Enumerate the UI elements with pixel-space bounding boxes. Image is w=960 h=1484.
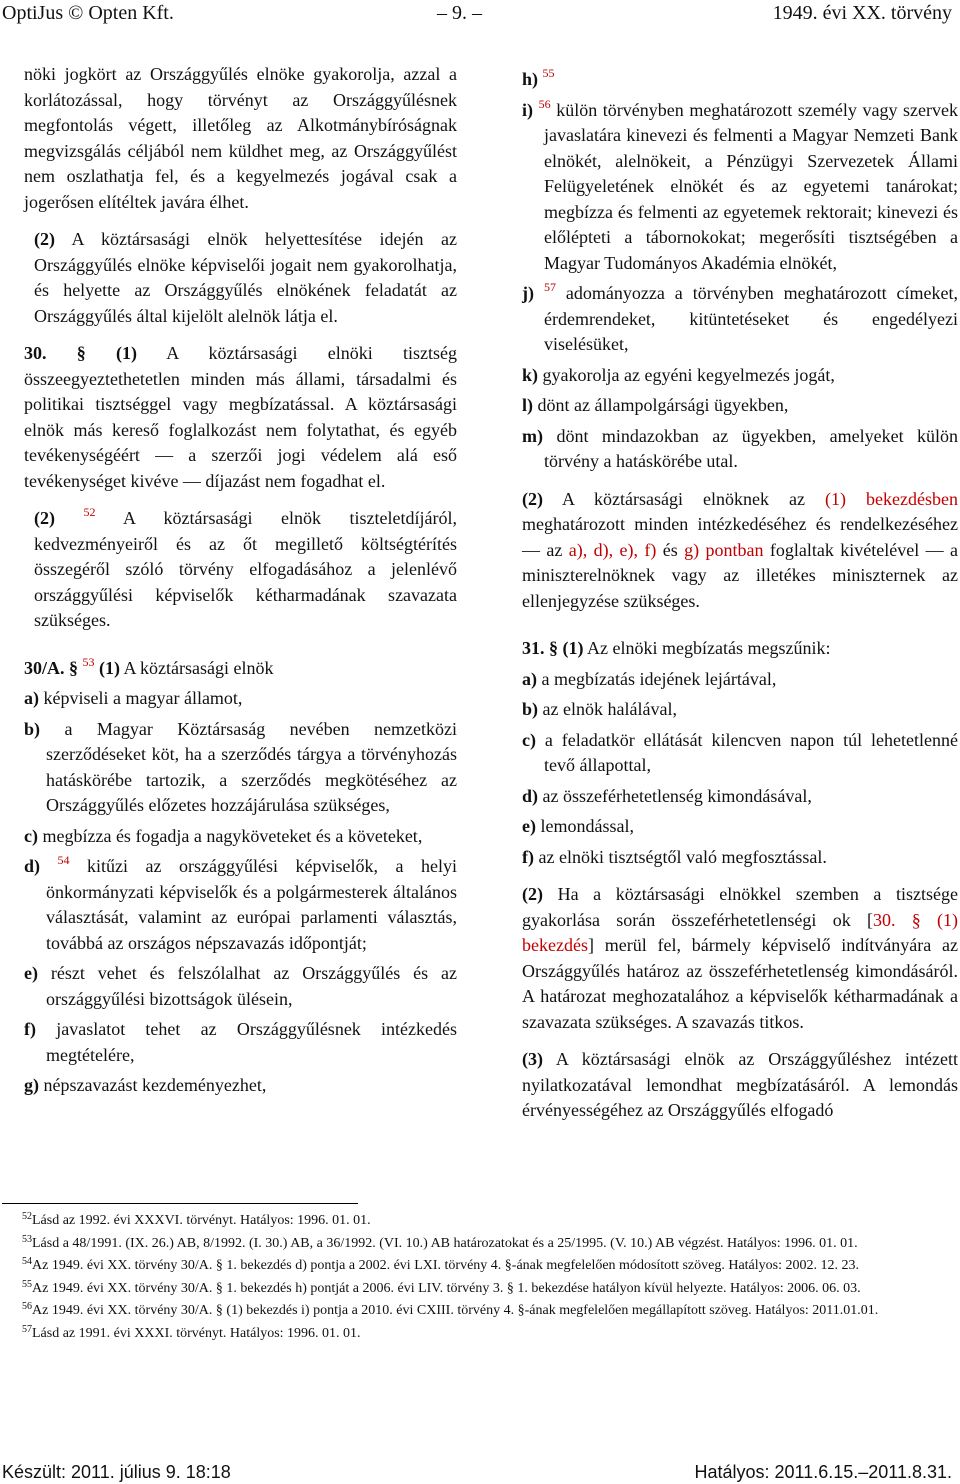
paragraph-text: Az elnöki megbízatás megszűnik: [587, 638, 831, 658]
paragraph-text: A köztársasági elnök [123, 657, 274, 678]
section-30-p2 [24, 506, 457, 634]
header-publisher: OptiJus © Opten Kft. [2, 2, 174, 24]
list-item [24, 1017, 457, 1068]
section-sign: § [549, 638, 558, 658]
item-text: lemondással, [540, 816, 634, 836]
footnote-number: 54 [22, 1256, 32, 1267]
section-30a-intro [24, 656, 457, 682]
item-text: részt vehet és felszólalhat az Országgyűlés és az országgyűlési bizottságok ülésein, [46, 963, 458, 1009]
footnote-ref-52[interactable]: 52 [83, 505, 96, 519]
item-text: képviseli a magyar államot, [43, 688, 243, 708]
footnote-number: 57 [22, 1323, 32, 1335]
list-item [522, 363, 958, 389]
list-item [24, 961, 457, 1012]
paragraph-label: (2) [522, 884, 543, 904]
item-label: j) [522, 283, 534, 303]
item-text: a megbízatás idejének lejártával, [541, 668, 777, 689]
internal-link[interactable]: (1) bekezdésben [825, 488, 958, 509]
left-column [24, 62, 457, 1099]
item-label: a) [24, 688, 39, 708]
paragraph-label: (1) [116, 343, 138, 363]
internal-link[interactable]: g) pontban [684, 539, 764, 560]
list-item [522, 98, 958, 277]
footnote-number: 56 [22, 1301, 32, 1312]
footnote-text: Az 1949. évi XX. törvény 30/A. § 1. bekezdés h) pontját a 2006. évi LIV. törvény 3. § 1. bekezdése hatályon kívül helyezte. Hatályos: 2006. 06. 03. [32, 1280, 861, 1296]
paragraph-text: ] merül fel, bármely képviselő indítványára az Országgyűlés határoz az összeférhetetlenség kimondásáról. A határozat meghozatalához a képviselők kétharmadának a szavazata szükséges. A szavazás titkos. [522, 935, 958, 1032]
list-item [24, 854, 457, 956]
footnote-ref-56[interactable]: 56 [538, 96, 551, 111]
paragraph-text: és [662, 539, 678, 560]
item-label: e) [24, 963, 38, 983]
internal-link[interactable]: a), d), e), f) [568, 539, 657, 560]
item-label: a) [522, 668, 537, 689]
footnote-text: Lásd az 1991. évi XXXI. törvényt. Hatályos: 1996. 01. 01. [32, 1325, 361, 1341]
item-label: m) [522, 425, 543, 446]
list-item [522, 393, 958, 419]
item-label: k) [522, 364, 539, 385]
list-item [522, 281, 958, 358]
list-item [522, 845, 958, 871]
section-30a-p2 [522, 487, 958, 615]
footnote [2, 1325, 956, 1344]
paragraph-text: A köztársasági elnöknek az [562, 488, 806, 509]
section-30a-items [24, 686, 457, 1099]
item-text: kitűzi az országgyűlési képviselők, a helyi önkormányzati képviselők és a polgármesterek általános választását, valamint az európai parlamenti választás, továbbá az országos népszavazás időpontját; [46, 856, 458, 953]
footnote [2, 1212, 956, 1231]
item-text: adományozza a törvényben meghatározott címeket, érdemrendeket, kitüntetéseket és engedélyezi viselésüket, [544, 283, 959, 354]
section-31-p2 [522, 882, 958, 1035]
header-page-number: – 9. – [437, 2, 482, 24]
page-footer [2, 1462, 952, 1484]
footnote-ref-55[interactable]: 55 [542, 66, 555, 80]
footnote-number: 55 [22, 1278, 32, 1290]
list-item [522, 667, 958, 693]
item-label: h) [522, 69, 539, 89]
item-label: d) [522, 785, 539, 806]
section-31-intro [522, 636, 958, 662]
footnote-text: Az 1949. évi XX. törvény 30/A. § 1. bekezdés d) pontja a 2002. évi LXI. törvény 4. §-ának megfelelően módosított szöveg. Hatályos: 2002. 12. 23. [32, 1258, 859, 1273]
section-sign: § [69, 657, 78, 678]
footnote-text: Lásd a 48/1991. (IX. 26.) AB, 8/1992. (I. 30.) AB, a 36/1992. (VI. 10.) AB határozatokat és a 25/1995. (V. 10.) AB végzést. Hatályos: 1996. 01. 01. [32, 1235, 858, 1251]
footnote-text: Az 1949. évi XX. törvény 30/A. § (1) bekezdés i) pontja a 2010. évi CXIII. törvény 4. §-ának megfelelően megállapított szöveg. Hatályos: 2011.01.01. [32, 1303, 879, 1318]
list-item [24, 1073, 457, 1099]
section-number: 30. [24, 343, 47, 363]
item-text: külön törvényben meghatározott személy vagy szervek javaslatára kinevezi és felmenti a Magyar Nemzeti Bank elnökét, alelnökeit, a Pénzügyi Szervezetek Állami Felügyeletének elnökét és az egyetemi tanárokat; megbízza és felmenti az egyetemek rektorait; kinevezi és előlépteti a tábornokokat; megerősíti tisztségében a Magyar Tudományos Akadémia elnökét, [544, 99, 958, 273]
paragraph-2 [24, 227, 457, 329]
footer-created: Készült: 2011. július 9. 18:18 [2, 1462, 231, 1482]
item-text: dönt mindazokban az ügyekben, amelyeket külön törvény a hatáskörébe utal. [544, 425, 959, 471]
header-law-title: 1949. évi XX. törvény [772, 2, 952, 24]
paragraph-label: (3) [522, 1049, 543, 1069]
paragraph-label: (1) [99, 657, 120, 678]
item-label: b) [522, 699, 539, 719]
section-30-p1 [24, 341, 457, 494]
paragraph-label: (1) [562, 638, 584, 658]
section-31-items [522, 667, 958, 871]
list-item [522, 697, 958, 723]
footnote [2, 1257, 956, 1276]
footnote-number: 52 [22, 1211, 32, 1222]
footnote [2, 1235, 956, 1254]
footnote [2, 1302, 956, 1321]
section-number: 30/A. [24, 657, 65, 678]
page-header [2, 2, 952, 24]
footnote-rule [2, 1203, 358, 1204]
paragraph-text: meghatározott minden intézkedéséhez és rendelkezéséhez — az [522, 514, 958, 560]
footnote-ref-57[interactable]: 57 [543, 280, 556, 294]
item-text: az elnöki tisztségtől való megfosztással. [538, 846, 827, 867]
item-label: f) [522, 846, 534, 867]
internal-link[interactable]: 30. § (1) bekezdés [522, 909, 958, 955]
list-item [24, 686, 457, 712]
list-item [522, 784, 958, 810]
list-item [522, 424, 958, 475]
item-text: népszavazást kezdeményezhet, [43, 1075, 267, 1095]
paragraph-text: A köztársasági elnök tiszteletdíjáról, kedvezményeiről és az őt megillető költségtérítés összegéről szóló törvény elfogadásához a jelenlévő országgyűlési képviselők kétharmadának szavazata szükséges. [34, 508, 457, 630]
item-label: c) [24, 825, 38, 846]
item-text: a Magyar Köztársaság nevében nemzetközi szerződéseket köt, ha a szerződés tárgya a törvényhozás hatáskörébe tartozik, a szerződés megkötéséhez az Országgyűlés előzetes hozzájárulása szükséges, [46, 718, 458, 815]
item-text: az elnök halálával, [542, 699, 677, 719]
item-label: i) [522, 99, 533, 120]
footnote-list [2, 1212, 956, 1343]
list-item [522, 728, 958, 779]
list-item [24, 717, 457, 819]
item-label: c) [522, 729, 536, 750]
list-item [522, 814, 958, 840]
section-31-p3 [522, 1047, 958, 1124]
paragraph-label: (2) [34, 508, 55, 528]
footnotes [2, 1212, 956, 1347]
paragraph-text: A köztársasági elnök az Országgyűléshez intézett nyilatkozatával lemondhat megbízatásáról. A lemondás érvényességéhez az Országgyűlés elfogadó [522, 1049, 959, 1120]
item-text: javaslatot tehet az Országgyűlésnek intézkedés megtételére, [46, 1019, 457, 1065]
item-label: e) [522, 816, 536, 836]
footnote [2, 1280, 956, 1299]
list-item [24, 824, 457, 850]
paragraph-label: (2) [522, 488, 543, 509]
item-text: dönt az állampolgársági ügyekben, [537, 395, 789, 415]
item-label: b) [24, 718, 41, 739]
footer-effective: Hatályos: 2011.6.15.–2011.8.31. [694, 1462, 952, 1482]
section-30a-items-cont [522, 67, 958, 475]
list-item [522, 67, 958, 93]
section-sign: § [76, 343, 86, 363]
item-label: g) [24, 1075, 39, 1095]
paragraph-label: (2) [34, 229, 55, 249]
footnote-number: 53 [22, 1233, 32, 1245]
right-column [522, 62, 958, 1124]
item-text: gyakorolja az egyéni kegyelmezés jogát, [542, 364, 835, 385]
paragraph-text: A köztársasági elnöki tisztség összeegyeztethetetlen minden más állami, társadalmi és politikai tisztséggel vagy megbízatással. A köztársasági elnök más kereső foglalkozást nem folytathat, és egyéb tevékenységéért — a szerzői jogi védelem alá eső tevékenységet kivéve — díjazást nem fogadhat el. [24, 343, 458, 491]
paragraph-text: foglaltak kivételével — a miniszterelnöknek vagy az illetékes miniszternek az ellenjegyzése szükséges. [522, 539, 959, 611]
footnote-text: Lásd az 1992. évi XXXVI. törvényt. Hatályos: 1996. 01. 01. [32, 1213, 371, 1228]
paragraph-text: A köztársasági elnök helyettesítése idején az Országgyűlés elnöke képviselői jogait nem gyakorolhatja, és helyette az Országgyűlés elnökének feladatát az Országgyűlés által kijelölt alelnök látja el. [34, 229, 457, 326]
item-label: d) [24, 856, 41, 876]
paragraph-continuation: nöki jogkört az Országgyűlés elnöke gyakorolja, azzal a korlátozással, hogy törvényt az Országgyűlésnek megfontolás végett, illetőleg az Alkotmánybíróságnak megvizsgálás céljából nem küldhet meg, az Országgyűlést nem oszlathatja fel, és a kegyelmezés jogával csak a jogerősen elítéltek javára élhet. [24, 64, 457, 212]
item-text: az összeférhetetlenség kimondásával, [542, 785, 812, 806]
footnote-ref-53[interactable]: 53 [82, 654, 95, 669]
item-label: l) [522, 395, 533, 415]
item-text: megbízza és fogadja a nagyköveteket és a követeket, [42, 825, 423, 846]
item-label: f) [24, 1019, 36, 1039]
section-number: 31. [522, 638, 545, 658]
footnote-ref-54[interactable]: 54 [57, 853, 70, 867]
paragraph-text: Ha a köztársasági elnökkel szemben a tisztsége gyakorlása során összeférhetetlenségi ok [ [522, 884, 958, 930]
item-text: a feladatkör ellátását kilencven napon túl lehetetlenné tevő állapottal, [544, 729, 959, 775]
